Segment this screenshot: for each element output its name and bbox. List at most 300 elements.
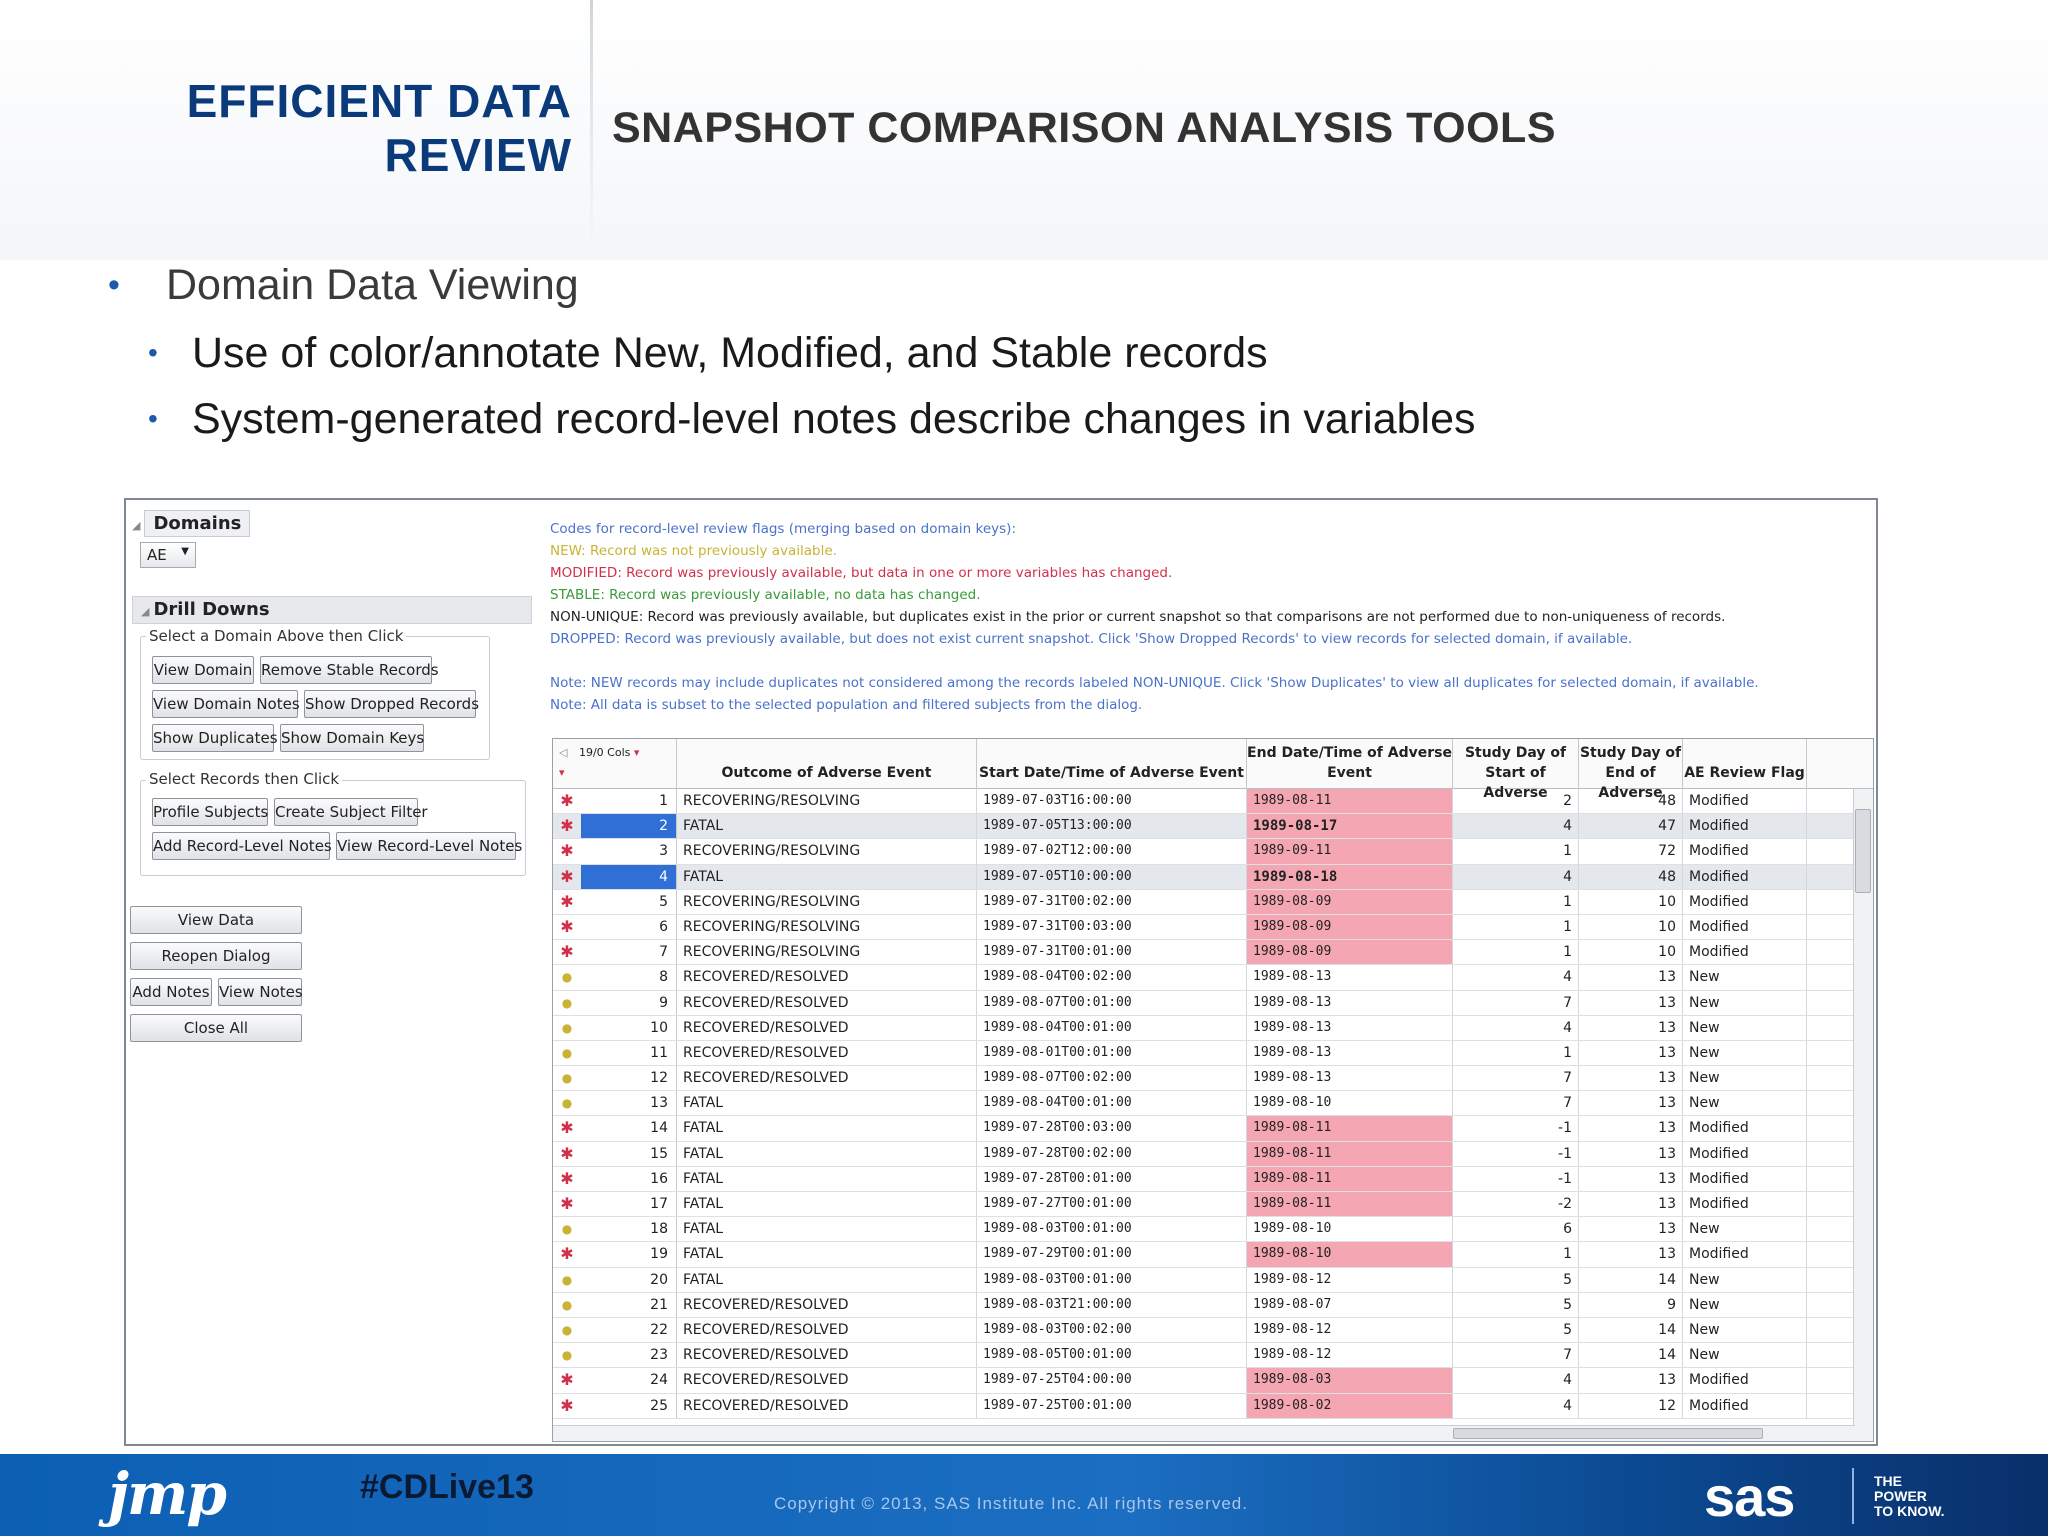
cell-outcome[interactable]: FATAL: [677, 814, 977, 838]
modified-marker-icon: [553, 915, 581, 939]
cell-outcome[interactable]: RECOVERING/RESOLVING: [677, 915, 977, 939]
create-subject-filter-button[interactable]: Create Subject Filter: [274, 798, 418, 826]
table-row[interactable]: [553, 1293, 1874, 1318]
cell-end-datetime[interactable]: 1989-08-11: [1247, 1167, 1453, 1191]
row-number[interactable]: 14: [581, 1116, 677, 1140]
cell-study-day-start[interactable]: 5: [1453, 1318, 1579, 1342]
row-number[interactable]: 13: [581, 1091, 677, 1115]
row-number[interactable]: 23: [581, 1343, 677, 1367]
modified-marker-icon: [553, 865, 581, 889]
cell-outcome[interactable]: FATAL: [677, 1268, 977, 1292]
table-row[interactable]: [553, 1192, 1874, 1217]
horizontal-scrollbar[interactable]: [553, 1425, 1855, 1441]
cell-end-datetime[interactable]: 1989-08-13: [1247, 1041, 1453, 1065]
new-marker-icon: [553, 1066, 581, 1090]
cell-study-day-end[interactable]: 13: [1579, 1066, 1683, 1090]
modified-marker-icon: [553, 789, 581, 813]
bullet-sub-1: [100, 320, 1476, 386]
cell-start-datetime[interactable]: 1989-08-01T00:01:00: [977, 1041, 1247, 1065]
cell-end-datetime[interactable]: 1989-08-11: [1247, 1142, 1453, 1166]
sas-logo: sas: [1704, 1465, 1795, 1528]
red-asterisk-icon: ✱: [560, 866, 574, 886]
cell-end-datetime[interactable]: 1989-08-09: [1247, 940, 1453, 964]
cell-end-datetime[interactable]: 1989-08-13: [1247, 965, 1453, 989]
cell-study-day-start[interactable]: 7: [1453, 1066, 1579, 1090]
cell-start-datetime[interactable]: 1989-08-05T00:01:00: [977, 1343, 1247, 1367]
cell-end-datetime[interactable]: 1989-09-11: [1247, 839, 1453, 863]
view-domain-button[interactable]: View Domain: [152, 656, 254, 684]
row-number[interactable]: 9: [581, 991, 677, 1015]
cell-outcome[interactable]: RECOVERED/RESOLVED: [677, 1066, 977, 1090]
cell-outcome[interactable]: RECOVERED/RESOLVED: [677, 965, 977, 989]
table-row[interactable]: [553, 1142, 1874, 1167]
table-row[interactable]: [553, 1217, 1874, 1242]
modified-marker-icon: [553, 1167, 581, 1191]
reopen-dialog-button[interactable]: Reopen Dialog: [130, 942, 302, 970]
cell-review-flag[interactable]: Modified: [1683, 890, 1807, 914]
cell-study-day-end[interactable]: 47: [1579, 814, 1683, 838]
row-number[interactable]: 18: [581, 1217, 677, 1241]
cell-study-day-start[interactable]: 4: [1453, 1016, 1579, 1040]
red-asterisk-icon: ✱: [560, 916, 574, 936]
cell-review-flag[interactable]: New: [1683, 1217, 1807, 1241]
table-row[interactable]: [553, 1242, 1874, 1267]
header-review-flag[interactable]: AE Review Flag: [1683, 739, 1807, 789]
legend-stable: STABLE: Record was previously available, no data has changed.: [550, 587, 981, 603]
column-menu-icon[interactable]: ▾: [633, 746, 640, 759]
cell-start-datetime[interactable]: 1989-08-03T00:02:00: [977, 1318, 1247, 1342]
record-actions-group: [140, 780, 526, 876]
cell-start-datetime[interactable]: 1989-08-07T00:02:00: [977, 1066, 1247, 1090]
cell-review-flag[interactable]: Modified: [1683, 839, 1807, 863]
view-record-level-notes-button[interactable]: View Record-Level Notes: [336, 832, 516, 860]
modified-marker-icon: [553, 814, 581, 838]
cell-start-datetime[interactable]: 1989-07-03T16:00:00: [977, 789, 1247, 813]
cell-outcome[interactable]: RECOVERING/RESOLVING: [677, 839, 977, 863]
cell-study-day-end[interactable]: 48: [1579, 865, 1683, 889]
cell-review-flag[interactable]: New: [1683, 1066, 1807, 1090]
note-subset: Note: All data is subset to the selected population and filtered subjects from the dialog.: [550, 697, 1143, 713]
cell-review-flag[interactable]: New: [1683, 965, 1807, 989]
cell-review-flag[interactable]: Modified: [1683, 940, 1807, 964]
cell-study-day-start[interactable]: 1: [1453, 940, 1579, 964]
cell-end-datetime[interactable]: 1989-08-13: [1247, 991, 1453, 1015]
row-number[interactable]: 4: [581, 865, 677, 889]
red-asterisk-icon: ✱: [560, 891, 574, 911]
cell-study-day-start[interactable]: 7: [1453, 991, 1579, 1015]
cell-study-day-start[interactable]: 5: [1453, 1268, 1579, 1292]
new-marker-icon: [553, 1016, 581, 1040]
cell-study-day-end[interactable]: 13: [1579, 1091, 1683, 1115]
cell-end-datetime[interactable]: 1989-08-13: [1247, 1066, 1453, 1090]
cell-study-day-end[interactable]: 14: [1579, 1318, 1683, 1342]
new-marker-icon: [553, 1318, 581, 1342]
drilldowns-header[interactable]: [132, 596, 532, 624]
cell-study-day-end[interactable]: 10: [1579, 915, 1683, 939]
remove-stable-records-button[interactable]: Remove Stable Records: [260, 656, 432, 684]
cell-start-datetime[interactable]: 1989-07-25T00:01:00: [977, 1394, 1247, 1418]
show-duplicates-button[interactable]: Show Duplicates: [152, 724, 274, 752]
cell-study-day-start[interactable]: 7: [1453, 1091, 1579, 1115]
cell-outcome[interactable]: RECOVERED/RESOLVED: [677, 991, 977, 1015]
cell-review-flag[interactable]: New: [1683, 1091, 1807, 1115]
cell-start-datetime[interactable]: 1989-08-07T00:01:00: [977, 991, 1247, 1015]
cell-outcome[interactable]: RECOVERING/RESOLVING: [677, 890, 977, 914]
review-flag-legend: [550, 518, 1759, 716]
table-row[interactable]: [553, 1066, 1874, 1091]
yellow-dot-icon: ●: [561, 1297, 573, 1312]
modified-marker-icon: [553, 1394, 581, 1418]
row-number[interactable]: 22: [581, 1318, 677, 1342]
yellow-dot-icon: ●: [561, 970, 573, 985]
modified-marker-icon: [553, 1368, 581, 1392]
cell-review-flag[interactable]: New: [1683, 1293, 1807, 1317]
table-row[interactable]: [553, 1394, 1874, 1419]
cell-study-day-start[interactable]: 4: [1453, 1394, 1579, 1418]
cell-review-flag[interactable]: New: [1683, 1016, 1807, 1040]
bullet-sub-2: [100, 386, 1476, 452]
drilldowns-label: Drill Downs: [153, 599, 270, 620]
cell-study-day-end[interactable]: 72: [1579, 839, 1683, 863]
yellow-dot-icon: ●: [561, 1071, 573, 1086]
cell-review-flag[interactable]: New: [1683, 1318, 1807, 1342]
cell-review-flag[interactable]: Modified: [1683, 915, 1807, 939]
cell-start-datetime[interactable]: 1989-08-04T00:02:00: [977, 965, 1247, 989]
cell-study-day-start[interactable]: 6: [1453, 1217, 1579, 1241]
cell-study-day-start[interactable]: 7: [1453, 1343, 1579, 1367]
table-row[interactable]: [553, 890, 1874, 915]
cell-start-datetime[interactable]: 1989-07-29T00:01:00: [977, 1242, 1247, 1266]
sas-tagline: [1874, 1474, 1945, 1519]
cell-study-day-end[interactable]: 13: [1579, 1142, 1683, 1166]
table-row[interactable]: [553, 1167, 1874, 1192]
table-row[interactable]: [553, 814, 1874, 839]
disclosure-triangle-icon[interactable]: ◢: [141, 605, 150, 618]
table-row[interactable]: [553, 1016, 1874, 1041]
table-row[interactable]: [553, 1318, 1874, 1343]
cell-end-datetime[interactable]: 1989-08-03: [1247, 1368, 1453, 1392]
cell-study-day-end[interactable]: 13: [1579, 991, 1683, 1015]
cell-review-flag[interactable]: Modified: [1683, 865, 1807, 889]
yellow-dot-icon: ●: [561, 1272, 573, 1287]
cell-study-day-end[interactable]: 13: [1579, 1041, 1683, 1065]
cell-start-datetime[interactable]: 1989-07-31T00:03:00: [977, 915, 1247, 939]
cell-study-day-start[interactable]: -2: [1453, 1192, 1579, 1216]
row-number[interactable]: 19: [581, 1242, 677, 1266]
cell-review-flag[interactable]: New: [1683, 991, 1807, 1015]
header-study-day-start[interactable]: Study Day of Start of Adverse: [1453, 739, 1579, 789]
cell-start-datetime[interactable]: 1989-07-05T13:00:00: [977, 814, 1247, 838]
cell-study-day-end[interactable]: 13: [1579, 1116, 1683, 1140]
scrollbar-thumb[interactable]: [1453, 1428, 1763, 1439]
cell-end-datetime[interactable]: 1989-08-12: [1247, 1318, 1453, 1342]
yellow-dot-icon: ●: [561, 1020, 573, 1035]
cell-end-datetime[interactable]: 1989-08-13: [1247, 1016, 1453, 1040]
cell-outcome[interactable]: RECOVERED/RESOLVED: [677, 1318, 977, 1342]
table-row[interactable]: [553, 1368, 1874, 1393]
table-row[interactable]: [553, 789, 1874, 814]
row-number[interactable]: 15: [581, 1142, 677, 1166]
cell-study-day-start[interactable]: 2: [1453, 789, 1579, 813]
cell-outcome[interactable]: FATAL: [677, 1242, 977, 1266]
bullet-dot-icon: •: [108, 266, 120, 304]
domains-label: Domains: [144, 510, 250, 537]
cell-start-datetime[interactable]: 1989-08-03T00:01:00: [977, 1268, 1247, 1292]
cell-study-day-start[interactable]: 4: [1453, 1368, 1579, 1392]
section-title: EFFICIENT DATA REVIEW: [186, 75, 572, 181]
view-notes-button[interactable]: View Notes: [218, 978, 302, 1006]
row-number[interactable]: 17: [581, 1192, 677, 1216]
table-row[interactable]: [553, 940, 1874, 965]
cell-review-flag[interactable]: Modified: [1683, 814, 1807, 838]
cell-outcome[interactable]: FATAL: [677, 865, 977, 889]
cell-end-datetime[interactable]: 1989-08-12: [1247, 1343, 1453, 1367]
cell-start-datetime[interactable]: 1989-07-25T04:00:00: [977, 1368, 1247, 1392]
cell-start-datetime[interactable]: 1989-08-04T00:01:00: [977, 1016, 1247, 1040]
header-divider: [590, 0, 593, 250]
copyright-text: Copyright © 2013, SAS Institute Inc. All rights reserved.: [774, 1494, 1248, 1513]
domains-header[interactable]: [132, 510, 250, 537]
bullet-dot-icon: •: [148, 337, 158, 368]
cell-start-datetime[interactable]: 1989-07-28T00:03:00: [977, 1116, 1247, 1140]
logo-divider: [1852, 1468, 1854, 1524]
row-number[interactable]: 25: [581, 1394, 677, 1418]
red-asterisk-icon: ✱: [560, 1194, 574, 1213]
data-table: [552, 738, 1874, 1442]
cell-end-datetime[interactable]: 1989-08-02: [1247, 1394, 1453, 1418]
row-number[interactable]: 2: [581, 814, 677, 838]
cell-study-day-start[interactable]: 1: [1453, 1242, 1579, 1266]
close-all-button[interactable]: Close All: [130, 1014, 302, 1042]
cell-start-datetime[interactable]: 1989-07-02T12:00:00: [977, 839, 1247, 863]
cell-end-datetime[interactable]: 1989-08-09: [1247, 890, 1453, 914]
cell-end-datetime[interactable]: 1989-08-10: [1247, 1091, 1453, 1115]
table-row[interactable]: [553, 915, 1874, 940]
yellow-dot-icon: ●: [561, 1322, 573, 1337]
cell-study-day-start[interactable]: 5: [1453, 1293, 1579, 1317]
disclosure-triangle-icon[interactable]: ◢: [132, 519, 141, 532]
jmp-review-window: [124, 498, 1878, 1446]
cell-end-datetime[interactable]: 1989-08-10: [1247, 1217, 1453, 1241]
cell-outcome[interactable]: FATAL: [677, 1167, 977, 1191]
cell-study-day-end[interactable]: 13: [1579, 1368, 1683, 1392]
cell-study-day-start[interactable]: 1: [1453, 1041, 1579, 1065]
tagline-line: POWER: [1874, 1488, 1927, 1504]
cell-review-flag[interactable]: Modified: [1683, 1142, 1807, 1166]
cell-study-day-end[interactable]: 14: [1579, 1343, 1683, 1367]
cell-study-day-end[interactable]: 13: [1579, 1016, 1683, 1040]
cell-end-datetime[interactable]: 1989-08-18: [1247, 865, 1453, 889]
row-number[interactable]: 12: [581, 1066, 677, 1090]
domain-actions-label: Select a Domain Above then Click: [146, 627, 406, 645]
cell-start-datetime[interactable]: 1989-07-28T00:02:00: [977, 1142, 1247, 1166]
modified-marker-icon: [553, 1116, 581, 1140]
vertical-scrollbar[interactable]: [1853, 789, 1873, 1442]
cell-end-datetime[interactable]: 1989-08-12: [1247, 1268, 1453, 1292]
profile-subjects-button[interactable]: Profile Subjects: [152, 798, 268, 826]
modified-marker-icon: [553, 1192, 581, 1216]
cell-outcome[interactable]: RECOVERED/RESOLVED: [677, 1368, 977, 1392]
cell-study-day-end[interactable]: 13: [1579, 1167, 1683, 1191]
cell-outcome[interactable]: FATAL: [677, 1217, 977, 1241]
cell-outcome[interactable]: RECOVERING/RESOLVING: [677, 940, 977, 964]
add-record-level-notes-button[interactable]: Add Record-Level Notes: [152, 832, 330, 860]
cell-review-flag[interactable]: Modified: [1683, 1368, 1807, 1392]
cell-end-datetime[interactable]: 1989-08-10: [1247, 1242, 1453, 1266]
view-domain-notes-button[interactable]: View Domain Notes: [152, 690, 298, 718]
row-number[interactable]: 20: [581, 1268, 677, 1292]
column-count-header[interactable]: [553, 739, 677, 789]
cell-study-day-end[interactable]: 13: [1579, 965, 1683, 989]
cell-study-day-end[interactable]: 13: [1579, 1192, 1683, 1216]
jmp-logo: jmp: [108, 1460, 225, 1528]
table-row[interactable]: [553, 991, 1874, 1016]
table-row[interactable]: [553, 1343, 1874, 1368]
row-number[interactable]: 1: [581, 789, 677, 813]
cell-end-datetime[interactable]: 1989-08-09: [1247, 915, 1453, 939]
show-domain-keys-button[interactable]: Show Domain Keys: [280, 724, 424, 752]
row-number[interactable]: 11: [581, 1041, 677, 1065]
row-menu-icon[interactable]: ▾: [559, 766, 565, 779]
header-study-day-end[interactable]: Study Day of End of Adverse: [1579, 739, 1683, 789]
cell-end-datetime[interactable]: 1989-08-11: [1247, 789, 1453, 813]
cell-study-day-start[interactable]: 4: [1453, 965, 1579, 989]
cell-start-datetime[interactable]: 1989-07-31T00:02:00: [977, 890, 1247, 914]
cell-outcome[interactable]: RECOVERING/RESOLVING: [677, 789, 977, 813]
header-end-datetime[interactable]: End Date/Time of Adverse Event: [1247, 739, 1453, 789]
cell-outcome[interactable]: RECOVERED/RESOLVED: [677, 1293, 977, 1317]
new-marker-icon: [553, 1293, 581, 1317]
domain-select[interactable]: [140, 542, 196, 568]
cell-outcome[interactable]: FATAL: [677, 1091, 977, 1115]
table-row[interactable]: [553, 865, 1874, 890]
red-asterisk-icon: ✱: [560, 1370, 574, 1390]
table-row[interactable]: [553, 1116, 1874, 1141]
cell-study-day-end[interactable]: 48: [1579, 789, 1683, 813]
row-number[interactable]: 7: [581, 940, 677, 964]
cell-study-day-end[interactable]: 9: [1579, 1293, 1683, 1317]
cell-start-datetime[interactable]: 1989-08-03T00:01:00: [977, 1217, 1247, 1241]
yellow-dot-icon: ●: [561, 1222, 573, 1237]
red-asterisk-icon: ✱: [560, 1143, 574, 1163]
cell-study-day-start[interactable]: -1: [1453, 1142, 1579, 1166]
red-asterisk-icon: ✱: [560, 841, 574, 861]
row-number[interactable]: 3: [581, 839, 677, 863]
cell-start-datetime[interactable]: 1989-07-05T10:00:00: [977, 865, 1247, 889]
bullet-dot-icon: •: [148, 403, 158, 434]
cell-start-datetime[interactable]: 1989-08-03T21:00:00: [977, 1293, 1247, 1317]
cell-study-day-start[interactable]: 4: [1453, 865, 1579, 889]
cell-review-flag[interactable]: New: [1683, 1343, 1807, 1367]
red-asterisk-icon: ✱: [560, 816, 574, 836]
cell-review-flag[interactable]: Modified: [1683, 1116, 1807, 1140]
cell-study-day-start[interactable]: 1: [1453, 839, 1579, 863]
cell-end-datetime[interactable]: 1989-08-11: [1247, 1192, 1453, 1216]
cell-outcome[interactable]: FATAL: [677, 1142, 977, 1166]
cell-review-flag[interactable]: Modified: [1683, 1242, 1807, 1266]
cell-review-flag[interactable]: Modified: [1683, 1394, 1807, 1418]
cell-start-datetime[interactable]: 1989-07-28T00:01:00: [977, 1167, 1247, 1191]
cell-end-datetime[interactable]: 1989-08-11: [1247, 1116, 1453, 1140]
table-row[interactable]: [553, 1041, 1874, 1066]
cell-end-datetime[interactable]: 1989-08-07: [1247, 1293, 1453, 1317]
cell-outcome[interactable]: FATAL: [677, 1192, 977, 1216]
add-notes-button[interactable]: Add Notes: [130, 978, 212, 1006]
table-row[interactable]: [553, 1091, 1874, 1116]
cell-review-flag[interactable]: New: [1683, 1268, 1807, 1292]
header-start-datetime[interactable]: Start Date/Time of Adverse Event: [977, 739, 1247, 789]
red-asterisk-icon: ✱: [560, 1118, 574, 1138]
show-dropped-records-button[interactable]: Show Dropped Records: [304, 690, 476, 718]
row-number[interactable]: 5: [581, 890, 677, 914]
cell-study-day-start[interactable]: 1: [1453, 915, 1579, 939]
column-count-label: 19/0 Cols: [578, 746, 631, 759]
view-data-button[interactable]: View Data: [130, 906, 302, 934]
modified-marker-icon: [553, 1142, 581, 1166]
cell-review-flag[interactable]: Modified: [1683, 1192, 1807, 1216]
cell-outcome[interactable]: FATAL: [677, 1116, 977, 1140]
cell-study-day-end[interactable]: 10: [1579, 890, 1683, 914]
cell-start-datetime[interactable]: 1989-08-04T00:01:00: [977, 1091, 1247, 1115]
table-row[interactable]: [553, 839, 1874, 864]
cell-study-day-end[interactable]: 14: [1579, 1268, 1683, 1292]
table-body: [553, 789, 1874, 1419]
cell-review-flag[interactable]: New: [1683, 1041, 1807, 1065]
cell-study-day-start[interactable]: -1: [1453, 1167, 1579, 1191]
cell-review-flag[interactable]: Modified: [1683, 1167, 1807, 1191]
cell-study-day-end[interactable]: 13: [1579, 1242, 1683, 1266]
row-number[interactable]: 21: [581, 1293, 677, 1317]
tagline-line: THE: [1874, 1473, 1902, 1489]
row-number[interactable]: 6: [581, 915, 677, 939]
disclosure-triangle-icon[interactable]: ◁: [559, 746, 568, 759]
legend-modified: MODIFIED: Record was previously available, but data in one or more variables has changed.: [550, 565, 1173, 581]
yellow-dot-icon: ●: [561, 995, 573, 1010]
row-number[interactable]: 24: [581, 1368, 677, 1392]
row-number[interactable]: 8: [581, 965, 677, 989]
record-actions-label: Select Records then Click: [146, 770, 342, 788]
table-row[interactable]: [553, 965, 1874, 990]
cell-outcome[interactable]: RECOVERED/RESOLVED: [677, 1016, 977, 1040]
cell-outcome[interactable]: RECOVERED/RESOLVED: [677, 1041, 977, 1065]
cell-start-datetime[interactable]: 1989-07-31T00:01:00: [977, 940, 1247, 964]
domain-select-value: AE: [147, 546, 167, 564]
cell-study-day-end[interactable]: 12: [1579, 1394, 1683, 1418]
table-row[interactable]: [553, 1268, 1874, 1293]
cell-review-flag[interactable]: Modified: [1683, 789, 1807, 813]
cell-start-datetime[interactable]: 1989-07-27T00:01:00: [977, 1192, 1247, 1216]
header-outcome[interactable]: Outcome of Adverse Event: [677, 739, 977, 789]
legend-codes: Codes for record-level review flags (merging based on domain keys):: [550, 521, 1016, 537]
cell-study-day-start[interactable]: 1: [1453, 890, 1579, 914]
cell-outcome[interactable]: RECOVERED/RESOLVED: [677, 1394, 977, 1418]
cell-end-datetime[interactable]: 1989-08-17: [1247, 814, 1453, 838]
new-marker-icon: [553, 1091, 581, 1115]
cell-outcome[interactable]: RECOVERED/RESOLVED: [677, 1343, 977, 1367]
row-number[interactable]: 16: [581, 1167, 677, 1191]
new-marker-icon: [553, 1041, 581, 1065]
cell-study-day-end[interactable]: 10: [1579, 940, 1683, 964]
footer-bar: [0, 1454, 2048, 1536]
row-number[interactable]: 10: [581, 1016, 677, 1040]
modified-marker-icon: [553, 1242, 581, 1266]
cell-study-day-start[interactable]: 4: [1453, 814, 1579, 838]
bullet-main-text: Domain Data Viewing: [166, 261, 579, 309]
bullet-sub-text: Use of color/annotate New, Modified, and Stable records: [192, 329, 1268, 377]
cell-study-day-end[interactable]: 13: [1579, 1217, 1683, 1241]
cell-study-day-start[interactable]: -1: [1453, 1116, 1579, 1140]
scrollbar-thumb[interactable]: [1855, 809, 1871, 893]
